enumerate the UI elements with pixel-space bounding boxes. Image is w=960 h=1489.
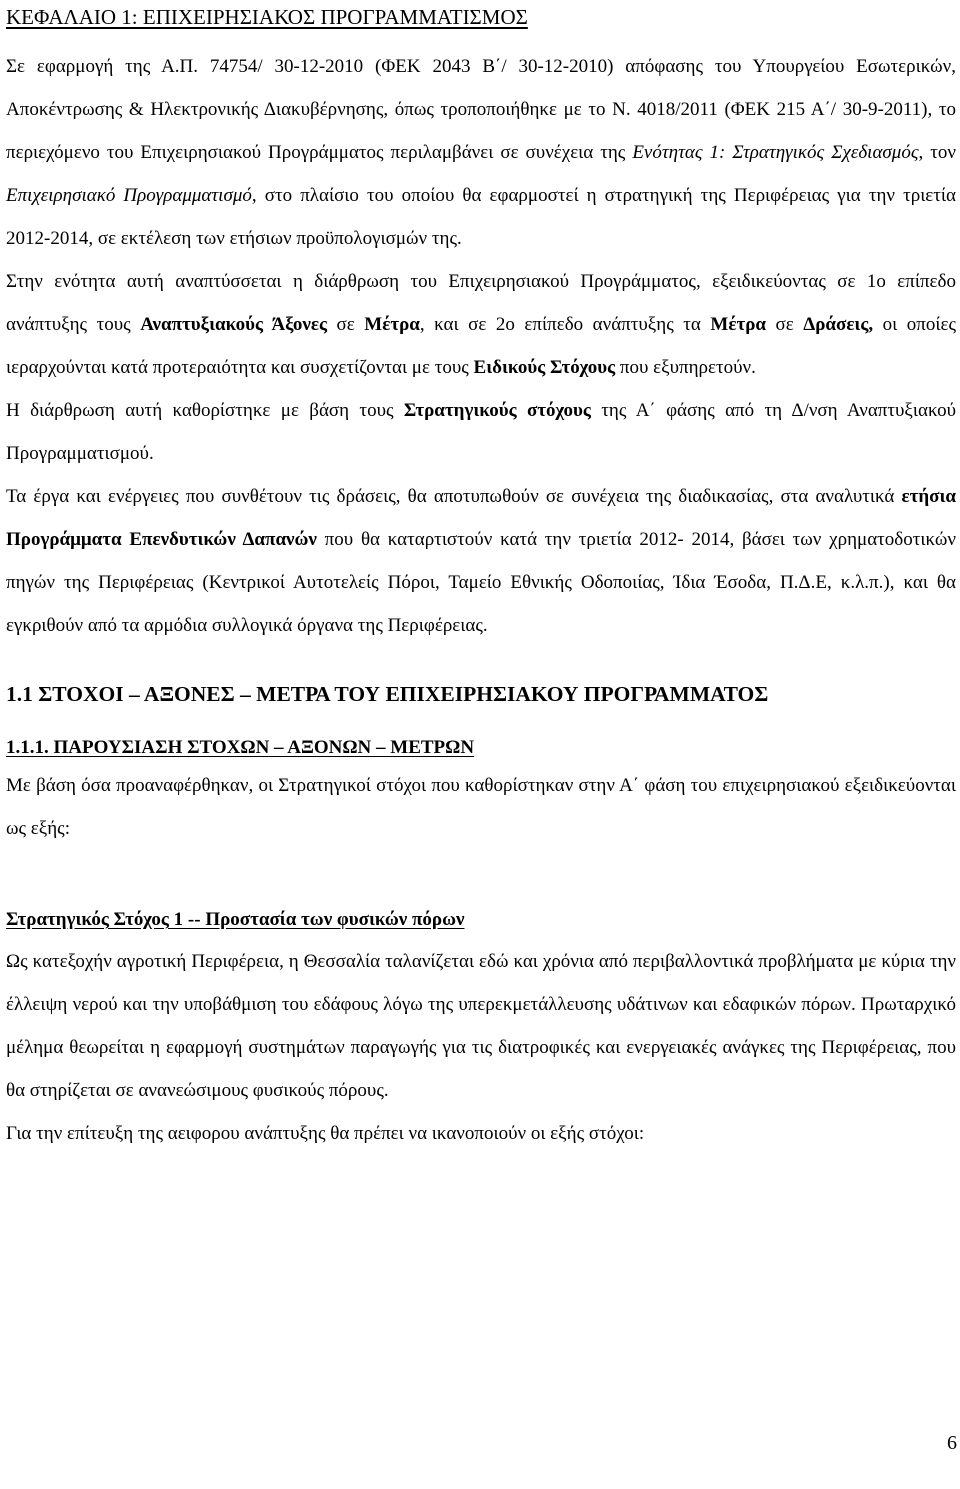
projects-text-2: που θα καταρτιστούν κατά την τριετία 2012- 2014, βάσει των χρηματοδοτικών πηγών της Περιφέρειας (Κεντρικοί Αυτοτελείς Πόροι, Ταμείο Εθνικής Οδοποιίας, Ίδια Έσοδα, Π.Δ.Ε, κ.λ.π.), και θα εγκριθούν από τα αρμόδια συλλογικά όργανα της Περιφέρειας. [6, 529, 956, 636]
projects-text-1: Τα έργα και ενέργειες που συνθέτουν τις δράσεις, θα αποτυπωθούν σε συνέχεια της διαδικασίας, στα αναλυτικά [6, 486, 902, 507]
structure-text-6: που εξυπηρετούν. [615, 357, 756, 378]
structure-bold-actions: Δράσεις, [803, 314, 874, 335]
basis-text-2: της Α΄ φάσης από τη Δ/νση Αναπτυξιακού Προγραμματισμού. [6, 400, 957, 464]
structure-bold-axes: Αναπτυξιακούς Άξονες [140, 314, 327, 335]
subsection-title: 1.1.1. ΠΑΡΟΥΣΙΑΣΗ ΣΤΟΧΩΝ – ΑΞΟΝΩΝ – ΜΕΤΡΩΝ [6, 737, 475, 758]
document-page [6, 0, 956, 1155]
page-number: 6 [947, 1432, 957, 1454]
projects-bold-programmes: ετήσια Προγράμματα Επενδυτικών Δαπανών [6, 486, 956, 550]
structure-text-3: , και σε 2ο επίπεδο ανάπτυξης τα [419, 314, 711, 335]
structure-text-1: Στην ενότητα αυτή αναπτύσσεται η διάρθρωση του Επιχειρησιακού Προγράμματος, εξειδικεύοντας σε 1ο επίπεδο ανάπτυξης τους [6, 271, 956, 335]
intro-italic-planning: Επιχειρησιακό Προγραμματισμό [6, 185, 252, 206]
structure-text-4: σε [766, 314, 804, 335]
structure-paragraph [6, 260, 956, 389]
intro-text-2: , τον [918, 142, 956, 163]
strategic-goal-followup: Για την επίτευξη της αειφορου ανάπτυξης θα πρέπει να ικανοποιούν οι εξής στόχοι: [6, 1123, 645, 1144]
intro-text-3: , στο πλαίσιο του οποίου θα εφαρμοστεί η στρατηγική της Περιφέρειας για την τριετία 2012-2014, σε εκτέλεση των ετήσιων προϋπολογισμών της. [6, 185, 956, 249]
structure-bold-measures-2: Μέτρα [710, 314, 766, 335]
intro-paragraph [6, 45, 956, 260]
basis-bold-strategic-goals: Στρατηγικούς στόχους [403, 400, 591, 421]
subsection-paragraph: Με βάση όσα προαναφέρθηκαν, οι Στρατηγικοί στόχοι που καθορίστηκαν στην Α΄ φάση του επιχειρησιακού εξειδικεύονται ως εξής: [6, 775, 956, 839]
chapter-title: ΚΕΦΑΛΑΙΟ 1: ΕΠΙΧΕΙΡΗΣΙΑΚΟΣ ΠΡΟΓΡΑΜΜΑΤΙΣΜΟΣ [6, 5, 528, 29]
strategic-goal-title: Στρατηγικός Στόχος 1 -- Προστασία των φυσικών πόρων [6, 909, 465, 930]
basis-paragraph [6, 389, 956, 475]
basis-text-1: Η διάρθρωση αυτή καθορίστηκε με βάση τους [6, 400, 404, 421]
intro-text-1: Σε εφαρμογή της Α.Π. 74754/ 30-12-2010 (ΦΕΚ 2043 Β΄/ 30-12-2010) απόφασης του Υπουργείου Εσωτερικών, Αποκέντρωσης & Ηλεκτρονικής Διακυβέρνησης, όπως τροποποιήθηκε με το Ν. 4018/2011 (ΦΕΚ 215 Α΄/ 30-9-2011), το περιεχόμενο του Επιχειρησιακού Προγράμματος περιλαμβάνει σε συνέχεια της [6, 56, 956, 163]
intro-italic-unit: Ενότητας 1: Στρατηγικός Σχεδιασμός [632, 142, 919, 163]
section-title: 1.1 ΣΤΟΧΟΙ – ΑΞΟΝΕΣ – ΜΕΤΡΑ ΤΟΥ ΕΠΙΧΕΙΡΗΣΙΑΚΟΥ ΠΡΟΓΡΑΜΜΑΤΟΣ [6, 682, 769, 706]
structure-text-2: σε [326, 314, 365, 335]
structure-bold-specific-goals: Ειδικούς Στόχους [473, 357, 616, 378]
strategic-goal-paragraph: Ως κατεξοχήν αγροτική Περιφέρεια, η Θεσσαλία ταλανίζεται εδώ και χρόνια από περιβαλλοντικά προβλήματα με κύρια την έλλειψη νερού και την υποβάθμιση του εδάφους λόγω της υπερεκμετάλλευσης υδάτινων και εδαφικών πόρων. Πρωταρχικό μέλημα θεωρείται η εφαρμογή συστημάτων παραγωγής για τις διατροφικές και ενεργειακές ανάγκες της Περιφέρειας, που θα στηρίζεται σε ανανεώσιμους φυσικούς πόρους. [6, 951, 956, 1101]
projects-paragraph [6, 475, 956, 647]
structure-bold-measures-1: Μέτρα [364, 314, 420, 335]
structure-text-5: οι οποίες ιεραρχούνται κατά προτεραιότητα και συσχετίζονται με τους [6, 314, 956, 378]
